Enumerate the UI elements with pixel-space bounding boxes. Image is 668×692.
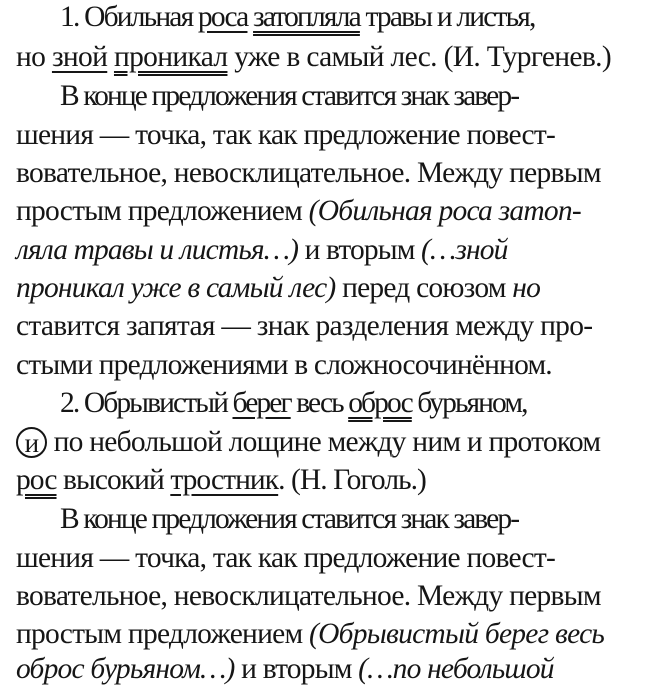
explanation-text: ставится запятая — знак разделения между про- bbox=[16, 310, 593, 342]
explanation-text: В конце предложения ставится знак завер- bbox=[60, 80, 519, 112]
explanation-text: и вторым bbox=[298, 234, 422, 266]
word: Обильная bbox=[84, 1, 193, 33]
text-fragment: . (Н. Гоголь.) bbox=[278, 464, 426, 496]
explanation-text: вовательное, невосклицательное. Между первым bbox=[16, 157, 601, 189]
subject-word: зной bbox=[51, 41, 108, 73]
explanation-text: простым предложением bbox=[16, 618, 310, 650]
explanation-text: простым предложением bbox=[16, 195, 309, 227]
subject-word: тростник bbox=[170, 464, 279, 496]
circled-conjunction: и bbox=[16, 427, 47, 458]
word: весь bbox=[296, 387, 343, 419]
italic-quote: (…зной bbox=[421, 234, 508, 266]
predicate-word: затопляла bbox=[253, 1, 360, 33]
explanation-text: В конце предложения ставится знак завер- bbox=[60, 503, 519, 535]
text-fragment: уже в самый лес. (И. Тургенев.) bbox=[234, 41, 611, 73]
explanation-text: шения — точка, так как предложение повест- bbox=[16, 119, 556, 151]
subject-word: берег bbox=[232, 387, 291, 419]
italic-quote: (Обильная роса затоп- bbox=[308, 195, 581, 227]
italic-quote: ляла травы и листья…) bbox=[16, 234, 299, 266]
explanation-text: шения — точка, так как предложение повест- bbox=[16, 542, 556, 574]
word: высокий bbox=[62, 464, 164, 496]
word: бурьяном, bbox=[417, 387, 527, 419]
text-fragment: по небольшой лощине между ним и протоком bbox=[53, 426, 601, 458]
example-number: 2. bbox=[60, 387, 79, 419]
predicate-word: оброс bbox=[348, 387, 412, 419]
subject-word: роса bbox=[197, 1, 248, 33]
word: Обрывистый bbox=[83, 387, 228, 419]
example-number: 1. bbox=[60, 1, 79, 33]
text-fragment: травы и листья, bbox=[365, 1, 535, 33]
explanation-2-line-5 bbox=[0, 646, 668, 692]
italic-conjunction: но bbox=[512, 272, 541, 304]
italic-quote: (Обрывистый берег весь bbox=[309, 618, 605, 650]
explanation-text: стыми предложениями в сложносочинённом. bbox=[16, 349, 552, 381]
predicate-word: рос bbox=[16, 464, 57, 496]
italic-quote: проникал уже в самый лес) bbox=[16, 272, 336, 304]
conjunction-word: но bbox=[16, 41, 46, 73]
italic-quote: (…по небольшой bbox=[358, 653, 554, 685]
italic-quote: оброс бурьяном…) bbox=[16, 653, 235, 685]
explanation-text: перед союзом bbox=[335, 272, 513, 304]
explanation-text: и вторым bbox=[234, 653, 359, 685]
explanation-text: вовательное, невосклицательное. Между первым bbox=[16, 580, 601, 612]
predicate-word: проникал bbox=[113, 41, 228, 73]
